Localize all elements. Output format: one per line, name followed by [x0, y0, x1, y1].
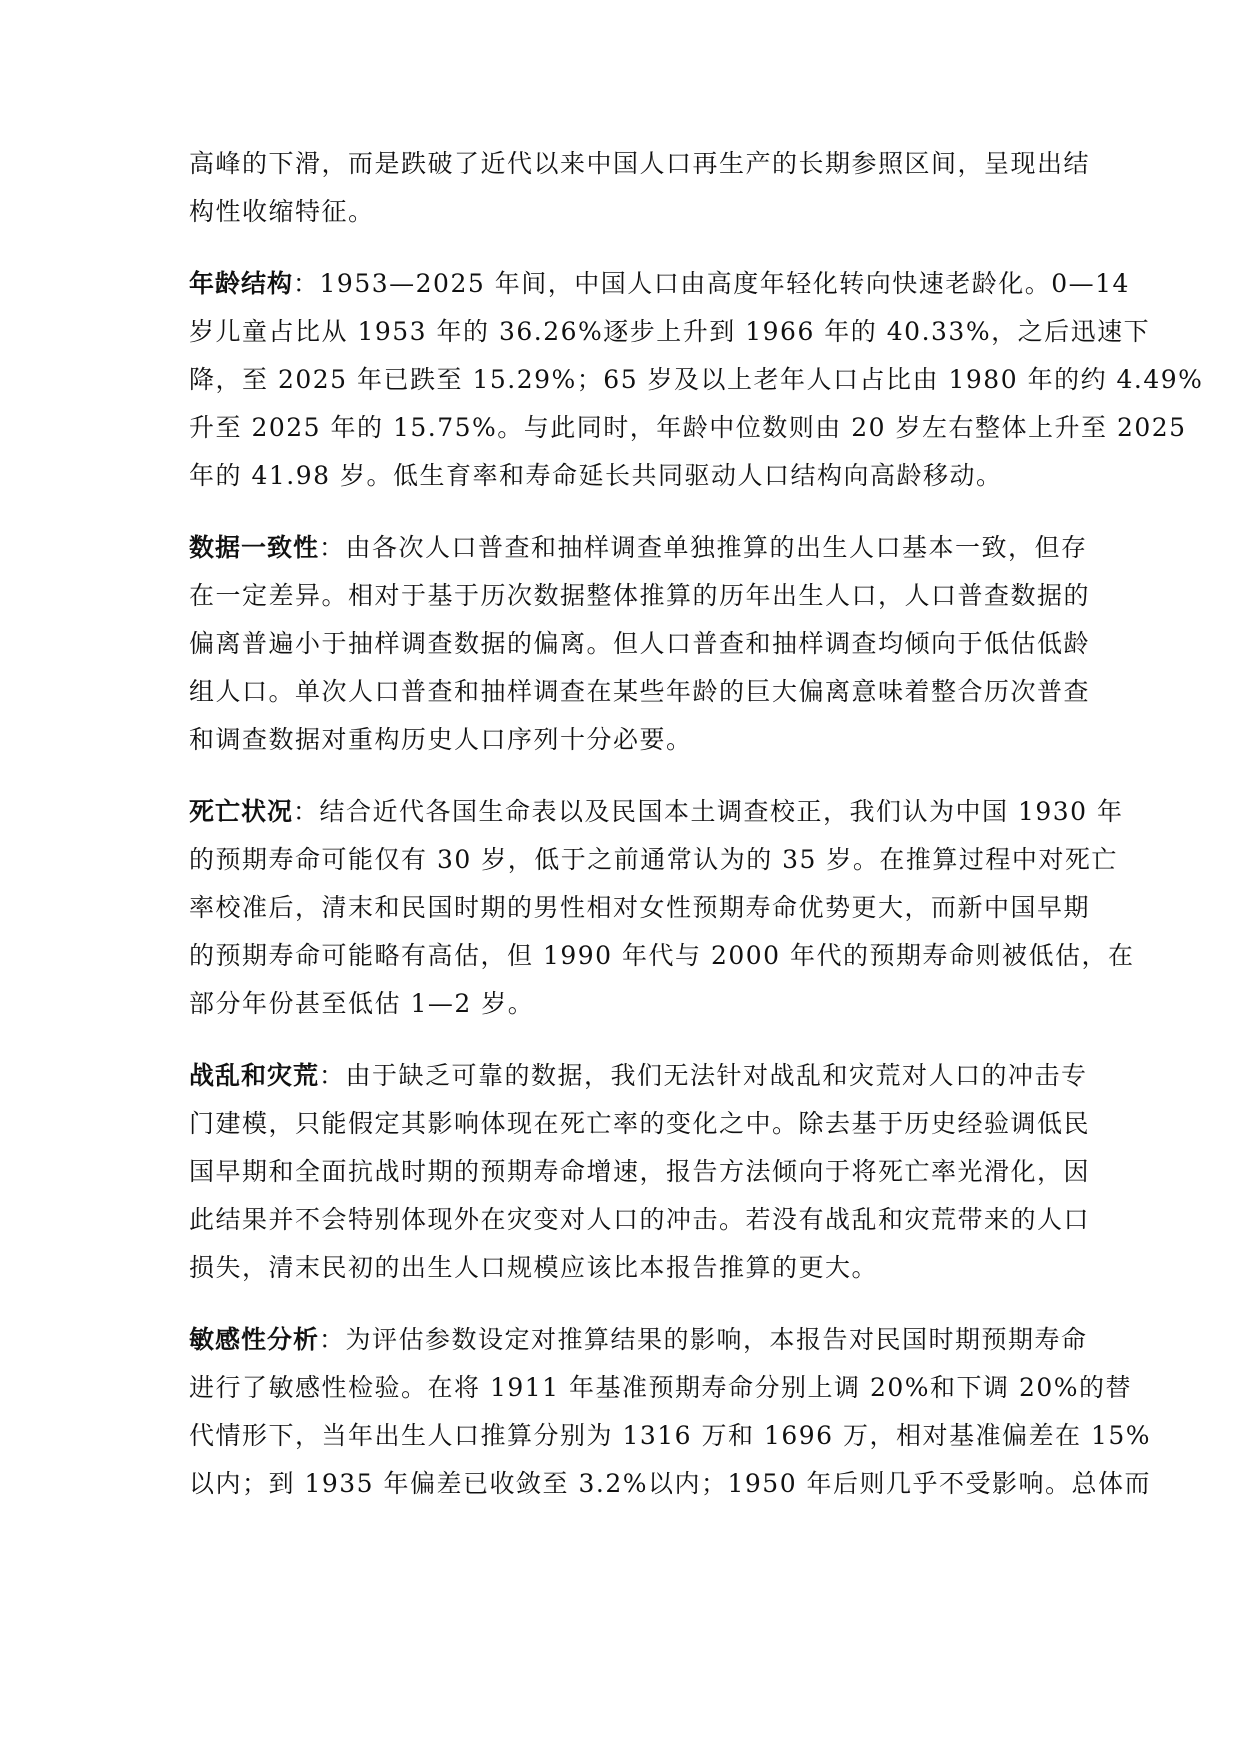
paragraph-heading: 敏感性分析: [189, 1325, 320, 1354]
text-line: 构性收缩特征。: [189, 197, 375, 226]
text-line: 进行了敏感性检验。在将 1911 年基准预期寿命分别上调 20%和下调 20%的替: [189, 1373, 1133, 1402]
text-line: 部分年份甚至低估 1—2 岁。: [189, 989, 535, 1018]
paragraph-heading: 战乱和灾荒: [189, 1061, 320, 1090]
text-line: 此结果并不会特别体现外在灾变对人口的冲击。若没有战乱和灾荒带来的人口: [189, 1205, 1091, 1234]
text-line: 岁儿童占比从 1953 年的 36.26%逐步上升到 1966 年的 40.33%，之后迅速下: [189, 317, 1151, 346]
text-line: 和调查数据对重构历史人口序列十分必要。: [189, 725, 693, 754]
text-line: 年的 41.98 岁。低生育率和寿命延长共同驱动人口结构向高龄移动。: [189, 461, 1003, 490]
text-line: 损失，清末民初的出生人口规模应该比本报告推算的更大。: [189, 1253, 879, 1282]
text-line: 的预期寿命可能略有高估，但 1990 年代与 2000 年代的预期寿命则被低估，在: [189, 941, 1135, 970]
text-line: 高峰的下滑，而是跌破了近代以来中国人口再生产的长期参照区间，呈现出结: [189, 149, 1091, 178]
text-line: 降，至 2025 年已跌至 15.29%；65 岁及以上老年人口占比由 1980 年的约 4.49%: [189, 365, 1204, 394]
text-line-first: [189, 1316, 1088, 1364]
text-line: 以内；到 1935 年偏差已收敛至 3.2%以内；1950 年后则几乎不受影响。总体而: [189, 1469, 1152, 1498]
text-fragment: ：结合近代各国生命表以及民国本土调查校正，我们认为中国 1930 年: [293, 797, 1124, 826]
paragraph-sensitivity: [189, 1316, 1152, 1508]
text-line: 的预期寿命可能仅有 30 岁，低于之前通常认为的 35 岁。在推算过程中对死亡: [189, 845, 1118, 874]
paragraph-heading: 数据一致性: [189, 533, 320, 562]
paragraph-intro: [189, 140, 1091, 236]
text-fragment: ：由于缺乏可靠的数据，我们无法针对战乱和灾荒对人口的冲击专: [319, 1061, 1088, 1090]
text-fragment: ：为评估参数设定对推算结果的影响，本报告对民国时期预期寿命: [319, 1325, 1088, 1354]
text-line: 国早期和全面抗战时期的预期寿命增速，报告方法倾向于将死亡率光滑化，因: [189, 1157, 1091, 1186]
text-fragment: ：由各次人口普查和抽样调查单独推算的出生人口基本一致，但存: [319, 533, 1088, 562]
text-line: 偏离普遍小于抽样调查数据的偏离。但人口普查和抽样调查均倾向于低估低龄: [189, 629, 1091, 658]
text-line-first: [189, 788, 1124, 836]
text-line-first: [189, 260, 1130, 308]
paragraph-war-famine: [189, 1052, 1091, 1292]
text-fragment: ：1953—2025 年间，中国人口由高度年轻化转向快速老龄化。0—14: [293, 269, 1130, 298]
text-line: 升至 2025 年的 15.75%。与此同时，年龄中位数则由 20 岁左右整体上升至 2025: [189, 413, 1187, 442]
text-line-first: [189, 1052, 1088, 1100]
paragraph-heading: 死亡状况: [189, 797, 294, 826]
text-line: 在一定差异。相对于基于历次数据整体推算的历年出生人口，人口普查数据的: [189, 581, 1091, 610]
paragraph-age-structure: [189, 260, 1204, 500]
text-line: 率校准后，清末和民国时期的男性相对女性预期寿命优势更大，而新中国早期: [189, 893, 1091, 922]
text-line: 组人口。单次人口普查和抽样调查在某些年龄的巨大偏离意味着整合历次普查: [189, 677, 1091, 706]
document-body: [189, 140, 1204, 1532]
text-line: 代情形下，当年出生人口推算分别为 1316 万和 1696 万，相对基准偏差在 15%: [189, 1421, 1152, 1450]
text-line-first: [189, 524, 1088, 572]
paragraph-data-consistency: [189, 524, 1091, 764]
paragraph-heading: 年龄结构: [189, 269, 294, 298]
text-line: 门建模，只能假定其影响体现在死亡率的变化之中。除去基于历史经验调低民: [189, 1109, 1091, 1138]
paragraph-mortality: [189, 788, 1135, 1028]
